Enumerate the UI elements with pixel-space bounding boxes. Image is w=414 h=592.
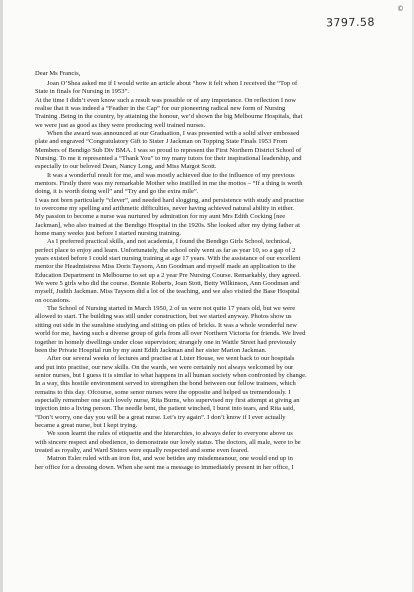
- letter-line: together in homely dwellings under close supervision; strangely one in Wattle Street had previously: [35, 338, 296, 346]
- letter-line: became a great nurse, but I kept trying.: [35, 421, 138, 429]
- letter-line: The School of Nursing started in March 1950, 2 of us were not quite 17 years old, but we were: [47, 305, 296, 313]
- letter-line: We soon learnt the rules of etiquette and the hierarchies, to always defer to everyone above us: [47, 430, 293, 438]
- letter-line: I was not born particularly “clever”, and needed hard slogging, and persistence with study and practise: [35, 196, 304, 204]
- letter-line: with sincere respect and obedience, to demonstrate our lowly status. The doctors, all male, were to be: [35, 438, 301, 446]
- handwritten-reference-number: 3797.58: [325, 15, 376, 30]
- letter-line: her office for a dressing down. When she sent me a message to immediately present in her office, I: [35, 463, 294, 471]
- letter-line: and put into practise, our new skills. On the wards, we were certainly not always welcomed by our: [35, 363, 294, 371]
- letter-line: sitting out side in the sunshine studying and sitting on piles of bricks. It was a whole wonderful new: [35, 321, 298, 329]
- letter-line: world for me, having such a diverse group of girls from all over Northern Victoria for friends. We lived: [35, 330, 306, 338]
- letter-line: injection into a living person. The needle bent, the patient winched, I burst into tears, and Rita said,: [35, 405, 295, 413]
- letter-line: senior nurses, but I guess it is similar to what happens in all human society when confronted by change.: [35, 371, 307, 379]
- letter-line: Education Department in Melbourne to set up a 2 year Pre Nursing Course. Remarkably, they agreed.: [35, 271, 301, 279]
- letter-line: “Don’t worry, one day you will be a great nurse. Let’s try again”. I don’t know if I ever actually: [35, 413, 286, 421]
- letter-line: years existed before I could start nursing training at age 17 years. With the assistance of our excellent: [35, 255, 301, 263]
- letter-line: realise that it was indeed a “Feather in the Cap” for our pioneering radical new form of Nursing: [35, 104, 286, 112]
- letter-line: Matron Esler ruled with an iron fist, and woe betides any misdemeanour, one would end up in: [47, 455, 293, 463]
- letter-body: [35, 70, 395, 472]
- letter-line: It was a wonderful result for me, and was mostly achieved due to the influence of my previous: [47, 171, 295, 179]
- letter-line: mentors. Firstly there was my remarkable Mother who instilled in me the mottos – “If a thing is worth: [35, 179, 303, 187]
- letter-line: home many weeks just before I started nursing training.: [35, 230, 181, 238]
- letter-line: State in finals for Nursing in 1953”.: [35, 88, 130, 96]
- letter-line: plate and engraved “Congratulatory Gift to Sister J Jackman on Topping State Finals 1953 From: [35, 138, 288, 146]
- letter-line: At the time I didn’t even know such a result was possible or of any importance. On reflection I now: [35, 96, 296, 104]
- letter-line: As I preferred practical skills, and not academia, I found the Bendigo Girls School, technical,: [47, 238, 292, 246]
- letter-line: especially to our beloved Dean, Nancy Long, and Miss Margot Scott.: [35, 163, 217, 171]
- letter-line: We were 5 girls who did the course. Bonnie Roberts, Joan Stott, Betty Wilkinson, Ann Goodman and: [35, 280, 300, 288]
- letter-line: allowed to start. The building was still under construction, but we started anyway. Photos show us: [35, 313, 292, 321]
- corner-mark: ©: [397, 5, 404, 13]
- letter-line: Jackman], who also trained at the Bendigo Hospital in the 1920s. She looked after my dying father at: [35, 221, 300, 229]
- letter-line: been the Private Hospital run by my aunt Edith Jackman and her sister Marion Jackman.: [35, 346, 267, 354]
- letter-line: In a way, this hostile environment served to strengthen the bond between our fellow trainees, which: [35, 380, 296, 388]
- letter-line: we were just as good as they were producing well trained nurses.: [35, 121, 206, 129]
- letter-line: perfect place to enjoy and learn. Unfortunately, the school only went as far as year 10, so a gap of 2: [35, 246, 296, 254]
- letter-line: My passion to become a nurse was nurtured by admiration for my aunt Mrs Edith Cocking [nee: [35, 213, 286, 221]
- scan-edge-left: [0, 0, 3, 592]
- letter-line: After our several weeks of lectures and practise at Lister House, we went back to our hospitals: [47, 355, 295, 363]
- letter-line: remains to this day. Ofcourse, some senor nurses were the opposite and helped us tremendously. I: [35, 388, 291, 396]
- letter-line: treated as royalty, and Ward Sisters were equally respected and some even feared.: [35, 446, 249, 454]
- letter-line: doing, it is worth doing well” and “Try and go the extra mile”.: [35, 188, 199, 196]
- letter-line: myself, Judith Jackman. Miss Taysom did a lot of the teaching, and we also visited the Base Hospital: [35, 288, 300, 296]
- letter-line: to overcome my spelling and arithmetic difficulties, never having achieved natural ability in either.: [35, 205, 294, 212]
- salutation: Dear Ms Francis,: [35, 70, 81, 77]
- letter-line: Training .Being in the country, by attaining the honour, we’d shown the big Melbourne Hospitals, that: [35, 113, 303, 121]
- letter-line: Nursing. To me it represented a “Thank You” to my many tutors for their inspirational leadership, and: [35, 154, 302, 162]
- letter-line: mentor the Headmistress Miss Doris Taysom, Ann Goodman and myself made an application to the: [35, 263, 296, 271]
- letter-line: especially remember one such lovely nurse, Rita Burns, who supervised my first attempt at giving an: [35, 396, 300, 404]
- letter-line: on occasions.: [35, 296, 71, 304]
- letter-line: When the award was announced at our Graduation, I was presented with a solid silver embossed: [47, 129, 300, 137]
- letter-line: Members of Bendigo Sub Div BMA. I was so proud to represent the First Northern District School of: [35, 146, 302, 154]
- letter-line: Joan O’Shea asked me if I would write an article about “how it felt when I received the “Top of: [47, 79, 298, 87]
